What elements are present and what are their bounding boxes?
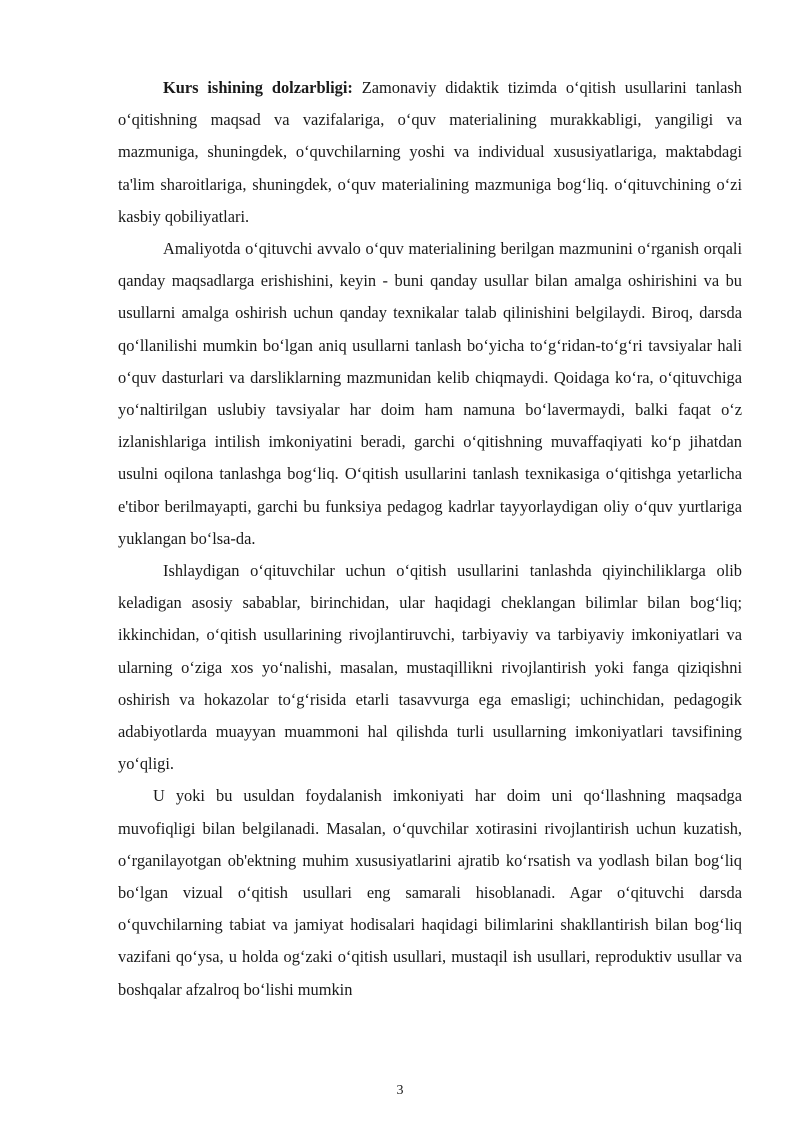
paragraph-relevance — [118, 72, 742, 233]
paragraph-method-usage: U yoki bu usuldan foydalanish imkoniyati har doim uni qo‘llashning maqsadga muvofiqligi bilan belgilanadi. Masalan, o‘quvchilar xotirasini rivojlantirish uchun kuzatish, o‘rganilayotgan ob'ektning muhim xususiyatlarini ajratib ko‘rsatish va yodlash bilan bog‘liq bo‘lgan vizual o‘qitish usullari eng samarali hisoblanadi. Agar o‘qituvchi darsda o‘quvchilarning tabiat va jamiyat hodisalari haqidagi bilimlarini shakllantirish bilan bog‘liq vazifani qo‘ysa, u holda og‘zaki o‘qitish usullari, mustaqil ish usullari, reproduktiv usullar va boshqalar afzalroq bo‘lishi mumkin — [118, 786, 742, 999]
page-number: 3 — [396, 1083, 404, 1098]
document-body — [118, 72, 742, 1006]
paragraph-difficulties: Ishlaydigan o‘qituvchilar uchun o‘qitish usullarini tanlashda qiyinchiliklarga olib keladigan asosiy sabablar, birinchidan, ular haqidagi cheklangan bilimlar bilan bog‘liq; ikkinchidan, o‘qitish usullarining rivojlantiruvchi, tarbiyaviy va tarbiyaviy imkoniyatlari va ularning o‘ziga xos yo‘nalishi, masalan, mustaqillikni rivojlantirish yoki fanga qiziqishni oshirish va hokazolar to‘g‘risida etarli tasavvurga ega emasligi; uchinchidan, pedagogik adabiyotlarda muayyan muammoni hal qilishda turli usullarning imkoniyatlari tavsifining yo‘qligi. — [118, 561, 742, 774]
section-heading: Kurs ishining dolzarbligi: — [163, 78, 353, 97]
paragraph-text: Zamonaviy didaktik tizimda o‘qitish usullarini tanlash o‘qitishning maqsad va vazifalariga, o‘quv materialining murakkabligi, yangiligi va mazmuniga, shuningdek, o‘quvchilarning yoshi va individual xususiyatlariga, maktabdagi ta'lim sharoitlariga, shuningdek, o‘quv materialining mazmuniga bog‘liq. o‘qituvchining o‘zi kasbiy qobiliyatlari. — [118, 78, 742, 226]
paragraph-practice: Amaliyotda o‘qituvchi avvalo o‘quv materialining berilgan mazmunini o‘rganish orqali qanday maqsadlarga erishishini, keyin - buni qanday usullar bilan amalga oshirishini va bu usullarni amalga oshirish uchun qanday texnikalar talab qilinishini belgilaydi. Biroq, darsda qo‘llanilishi mumkin bo‘lgan aniq usullarni tanlash bo‘yicha to‘g‘ridan-to‘g‘ri tavsiyalar hali o‘quv dasturlari va darsliklarning mazmunidan kelib chiqmaydi. Qoidaga ko‘ra, o‘qituvchiga yo‘naltirilgan uslubiy tavsiyalar har doim ham namuna bo‘lavermaydi, balki faqat o‘z izlanishlariga intilish imkoniyatini beradi, garchi o‘qitishning muvaffaqiyati ko‘p jihatdan usulni oqilona tanlashga bog‘liq. O‘qitish usullarini tanlash texnikasiga o‘qitishga yetarlicha e'tibor berilmayapti, garchi bu funksiya pedagog kadrlar tayyorlaydigan oliy o‘quv yurtlariga yuklangan bo‘lsa-da. — [118, 239, 742, 548]
